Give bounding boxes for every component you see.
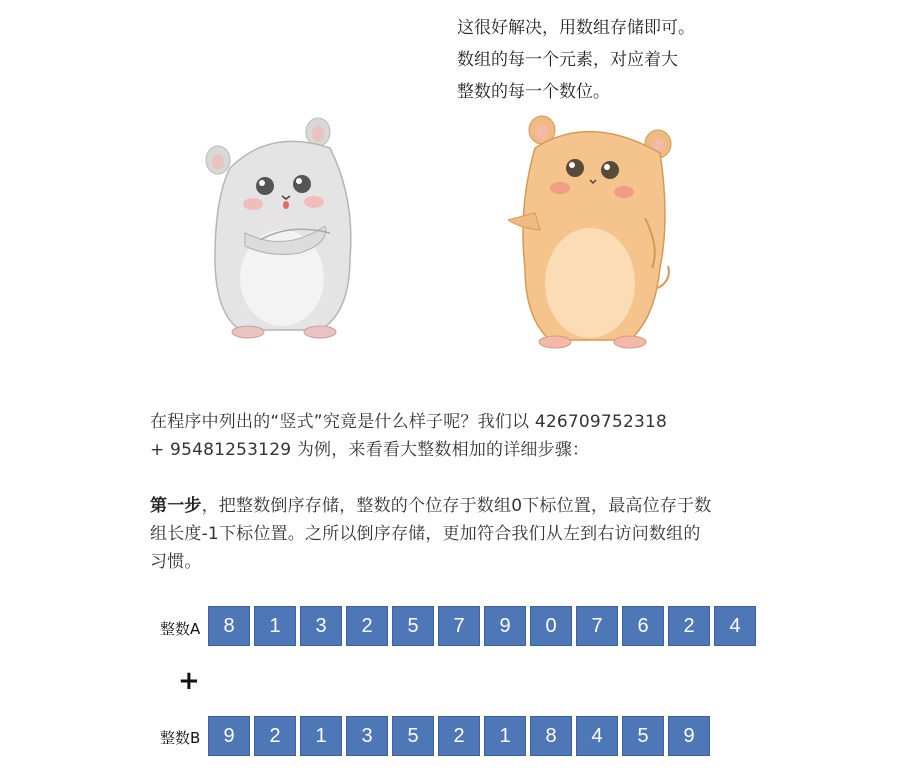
array-cell: 2 — [346, 606, 388, 646]
array-cell: 9 — [208, 716, 250, 756]
step-one-line-1 — [150, 492, 762, 520]
array-cell: 4 — [714, 606, 756, 646]
step-one-paragraph — [150, 492, 762, 576]
dialog-line-3: 整数的每一个数位。 — [457, 82, 610, 102]
array-cell: 2 — [438, 716, 480, 756]
intro-paragraph — [150, 408, 762, 464]
dialog-line-2: 数组的每一个元素，对应着大 — [457, 50, 678, 70]
array-cell: 7 — [576, 606, 618, 646]
array-cell: 0 — [530, 606, 572, 646]
array-cell: 6 — [622, 606, 664, 646]
array-cell: 1 — [300, 716, 342, 756]
step-one-line-1-rest: ，把整数倒序存储，整数的个位存于数组0下标位置，最高位存于数 — [201, 496, 712, 516]
array-cell: 3 — [346, 716, 388, 756]
array-cell: 5 — [622, 716, 664, 756]
hamsters-illustration — [190, 108, 750, 358]
array-cell: 8 — [530, 716, 572, 756]
grey-hamster-illustration — [206, 118, 351, 338]
step-one-line-2: 组长度-1下标位置。之所以倒序存储，更加符合我们从左到右访问数组的 — [150, 524, 701, 544]
array-cell: 7 — [438, 606, 480, 646]
intro-line-1: 在程序中列出的“竖式”究竟是什么样子呢？我们以 426709752318 — [150, 412, 668, 432]
plus-sign: + — [178, 666, 200, 696]
array-a-cells — [208, 606, 756, 646]
array-cell: 3 — [300, 606, 342, 646]
array-cell: 2 — [668, 606, 710, 646]
array-a-label: 整数A — [160, 620, 201, 638]
step-one-line-3: 习惯。 — [150, 552, 202, 572]
step-one-lead: 第一步 — [150, 496, 202, 516]
array-b-label: 整数B — [160, 729, 201, 747]
array-cell: 9 — [668, 716, 710, 756]
intro-line-2: + 95481253129 为例，来看看大整数相加的详细步骤： — [150, 440, 590, 460]
array-cell: 8 — [208, 606, 250, 646]
array-cell: 5 — [392, 606, 434, 646]
array-cell: 9 — [484, 606, 526, 646]
array-cell: 4 — [576, 716, 618, 756]
array-b-cells — [208, 716, 710, 756]
array-cell: 1 — [484, 716, 526, 756]
hamster-dialog — [457, 12, 695, 108]
array-cell: 2 — [254, 716, 296, 756]
array-cell: 1 — [254, 606, 296, 646]
dialog-line-1: 这很好解决，用数组存储即可。 — [457, 18, 695, 38]
array-cell: 5 — [392, 716, 434, 756]
orange-hamster-illustration — [508, 116, 671, 348]
